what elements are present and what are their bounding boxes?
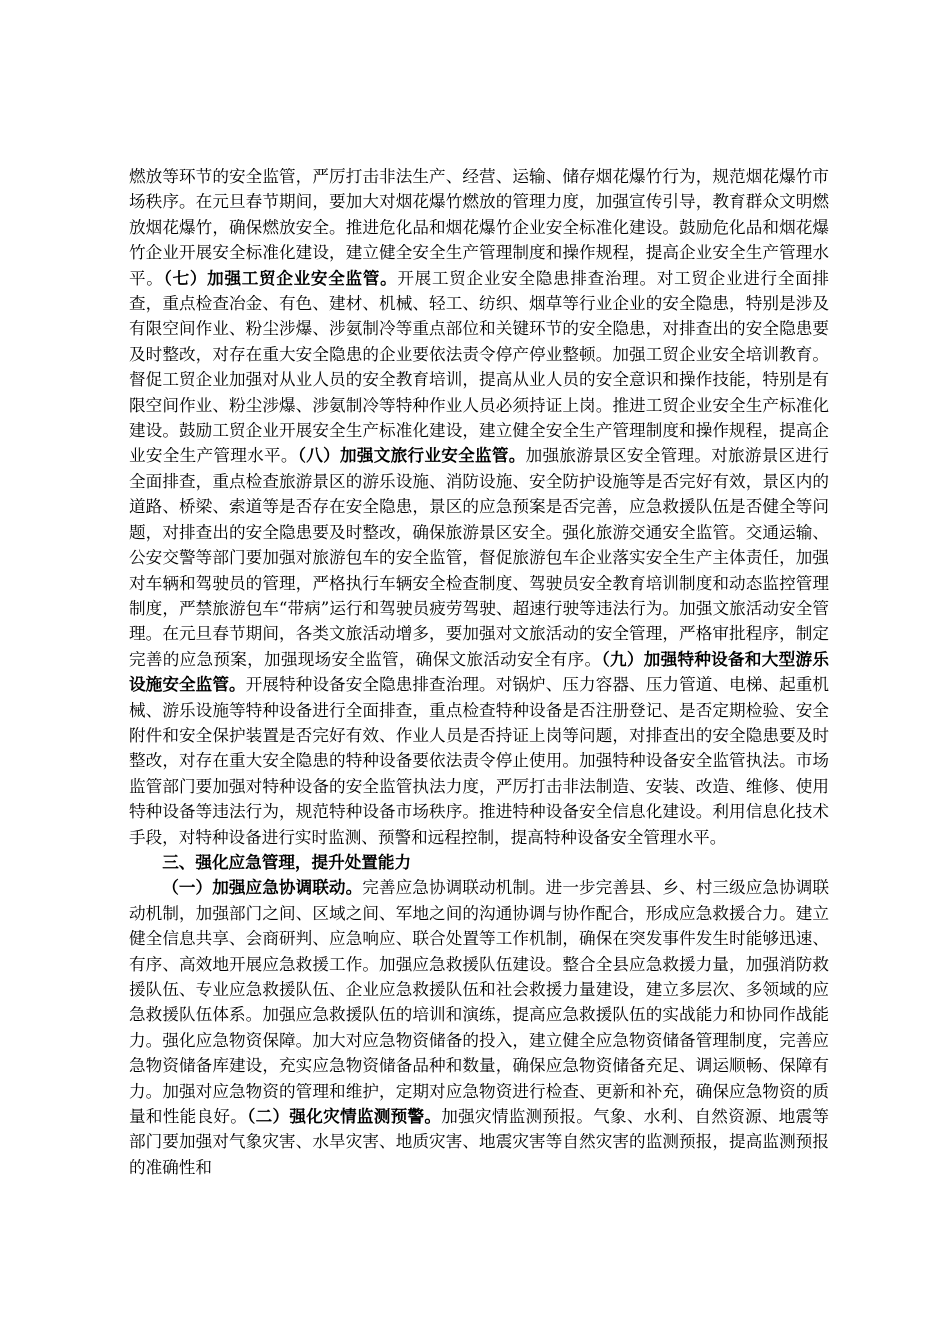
document-page <box>129 164 829 1180</box>
paragraph <box>129 850 829 875</box>
section-heading: 三、强化应急管理，提升处置能力 <box>162 851 412 872</box>
section-heading: （八）加强文旅行业安全监管。 <box>297 445 526 466</box>
paragraph <box>129 875 829 1180</box>
body-text: 燃放等环节的安全监管，严厉打击非法生产、经营、运输、储存烟花爆竹行为，规范烟花爆竹市场秩序。在元旦春节期间，要加大对烟花爆竹燃放的管理力度，加强宣传引导，教育群众文明燃放烟花爆竹，确保燃放安全。推进危化品和烟花爆竹企业安全标准化建设。鼓励危化品和烟花爆竹企业开展安全标准化建设，建立健全安全生产管理制度和操作规程，提高企业安全生产管理水平。 <box>129 167 829 288</box>
body-text: 加强灾情监测预报。气象、水利、自然资源、地震等部门要加强对气象灾害、水旱灾害、地质灾害、地震灾害等自然灾害的监测预报，提高监测预报的准确性和 <box>129 1107 830 1177</box>
section-heading: （二）强化灾情监测预警。 <box>247 1106 442 1127</box>
body-text: 开展特种设备安全隐患排查治理。对锅炉、压力容器、压力管道、电梯、起重机械、游乐设施等特种设备进行全面排查，重点检查特种设备是否注册登记、是否定期检验、安全附件和安全保护装置是否完好有效、作业人员是否持证上岗等问题，对排查出的安全隐患要及时整改，对存在重大安全隐患的特种设备要依法责令停止使用。加强特种设备安全监管执法。市场监管部门要加强对特种设备的安全监管执法力度，严厉打击非法制造、安装、改造、维修、使用特种设备等违法行为，规范特种设备市场秩序。推进特种设备安全信息化建设。利用信息化技术手段，对特种设备进行实时监测、预警和远程控制，提高特种设备安全管理水平。 <box>129 675 830 847</box>
body-text: 开展工贸企业安全隐患排查治理。对工贸企业进行全面排查，重点检查冶金、有色、建材、机械、轻工、纺织、烟草等行业企业的安全隐患，特别是涉及有限空间作业、粉尘涉爆、涉氨制冷等重点部位和关键环节的安全隐患，对排查出的安全隐患要及时整改，对存在重大安全隐患的企业要依法责令停产停业整顿。加强工贸企业安全培训教育。督促工贸企业加强对从业人员的安全教育培训，提高从业人员的安全意识和操作技能，特别是有限空间作业、粉尘涉爆、涉氨制冷等特种作业人员必须持证上岗。推进工贸企业安全生产标准化建设。鼓励工贸企业开展安全生产标准化建设，建立健全安全生产管理制度和操作规程，提高企业安全生产管理水平。 <box>129 268 830 466</box>
section-heading: （九）加强特种设备和大型游乐设施安全监管。 <box>129 648 830 695</box>
section-heading: （一）加强应急协调联动。 <box>162 877 363 898</box>
section-heading: （七）加强工贸企业安全监管。 <box>163 267 398 288</box>
body-text: 加强旅游景区安全管理。对旅游景区进行全面排查，重点检查旅游景区的游乐设施、消防设施、安全防护设施等是否完好有效，景区内的道路、桥梁、索道等是否存在安全隐患，景区的应急预案是否完善，应急救援队伍是否健全等问题，对排查出的安全隐患要及时整改，确保旅游景区安全。强化旅游交通安全监管。交通运输、公安交警等部门要加强对旅游包车的安全监管，督促旅游包车企业落实安全生产主体责任，加强对车辆和驾驶员的管理，严格执行车辆安全检查制度、驾驶员安全教育培训制度和动态监控管理制度，严禁旅游包车“带病”运行和驾驶员疲劳驾驶、超速行驶等违法行为。加强文旅活动安全管理。在元旦春节期间，各类文旅活动增多，要加强对文旅活动的安全管理，严格审批程序，制定完善的应急预案，加强现场安全监管，确保文旅活动安全有序。 <box>129 446 830 669</box>
body-text: 完善应急协调联动机制。进一步完善县、乡、村三级应急协调联动机制，加强部门之间、区域之间、军地之间的沟通协调与协作配合，形成应急救援合力。建立健全信息共享、会商研判、应急响应、联合处置等工作机制，确保在突发事件发生时能够迅速、有序、高效地开展应急救援工作。加强应急救援队伍建设。整合全县应急救援力量，加强消防救援队伍、专业应急救援队伍、企业应急救援队伍和社会救援力量建设，建立多层次、多领域的应急救援队伍体系。加强应急救援队伍的培训和演练，提高应急救援队伍的实战能力和协同作战能力。强化应急物资保障。加大对应急物资储备的投入，建立健全应急物资储备管理制度，完善应急物资储备库建设，充实应急物资储备品种和数量，确保应急物资储备充足、调运顺畅、保障有力。加强对应急物资的管理和维护，定期对应急物资进行检查、更新和补充，确保应急物资的质量和性能良好。 <box>129 878 830 1127</box>
paragraph <box>129 164 829 850</box>
